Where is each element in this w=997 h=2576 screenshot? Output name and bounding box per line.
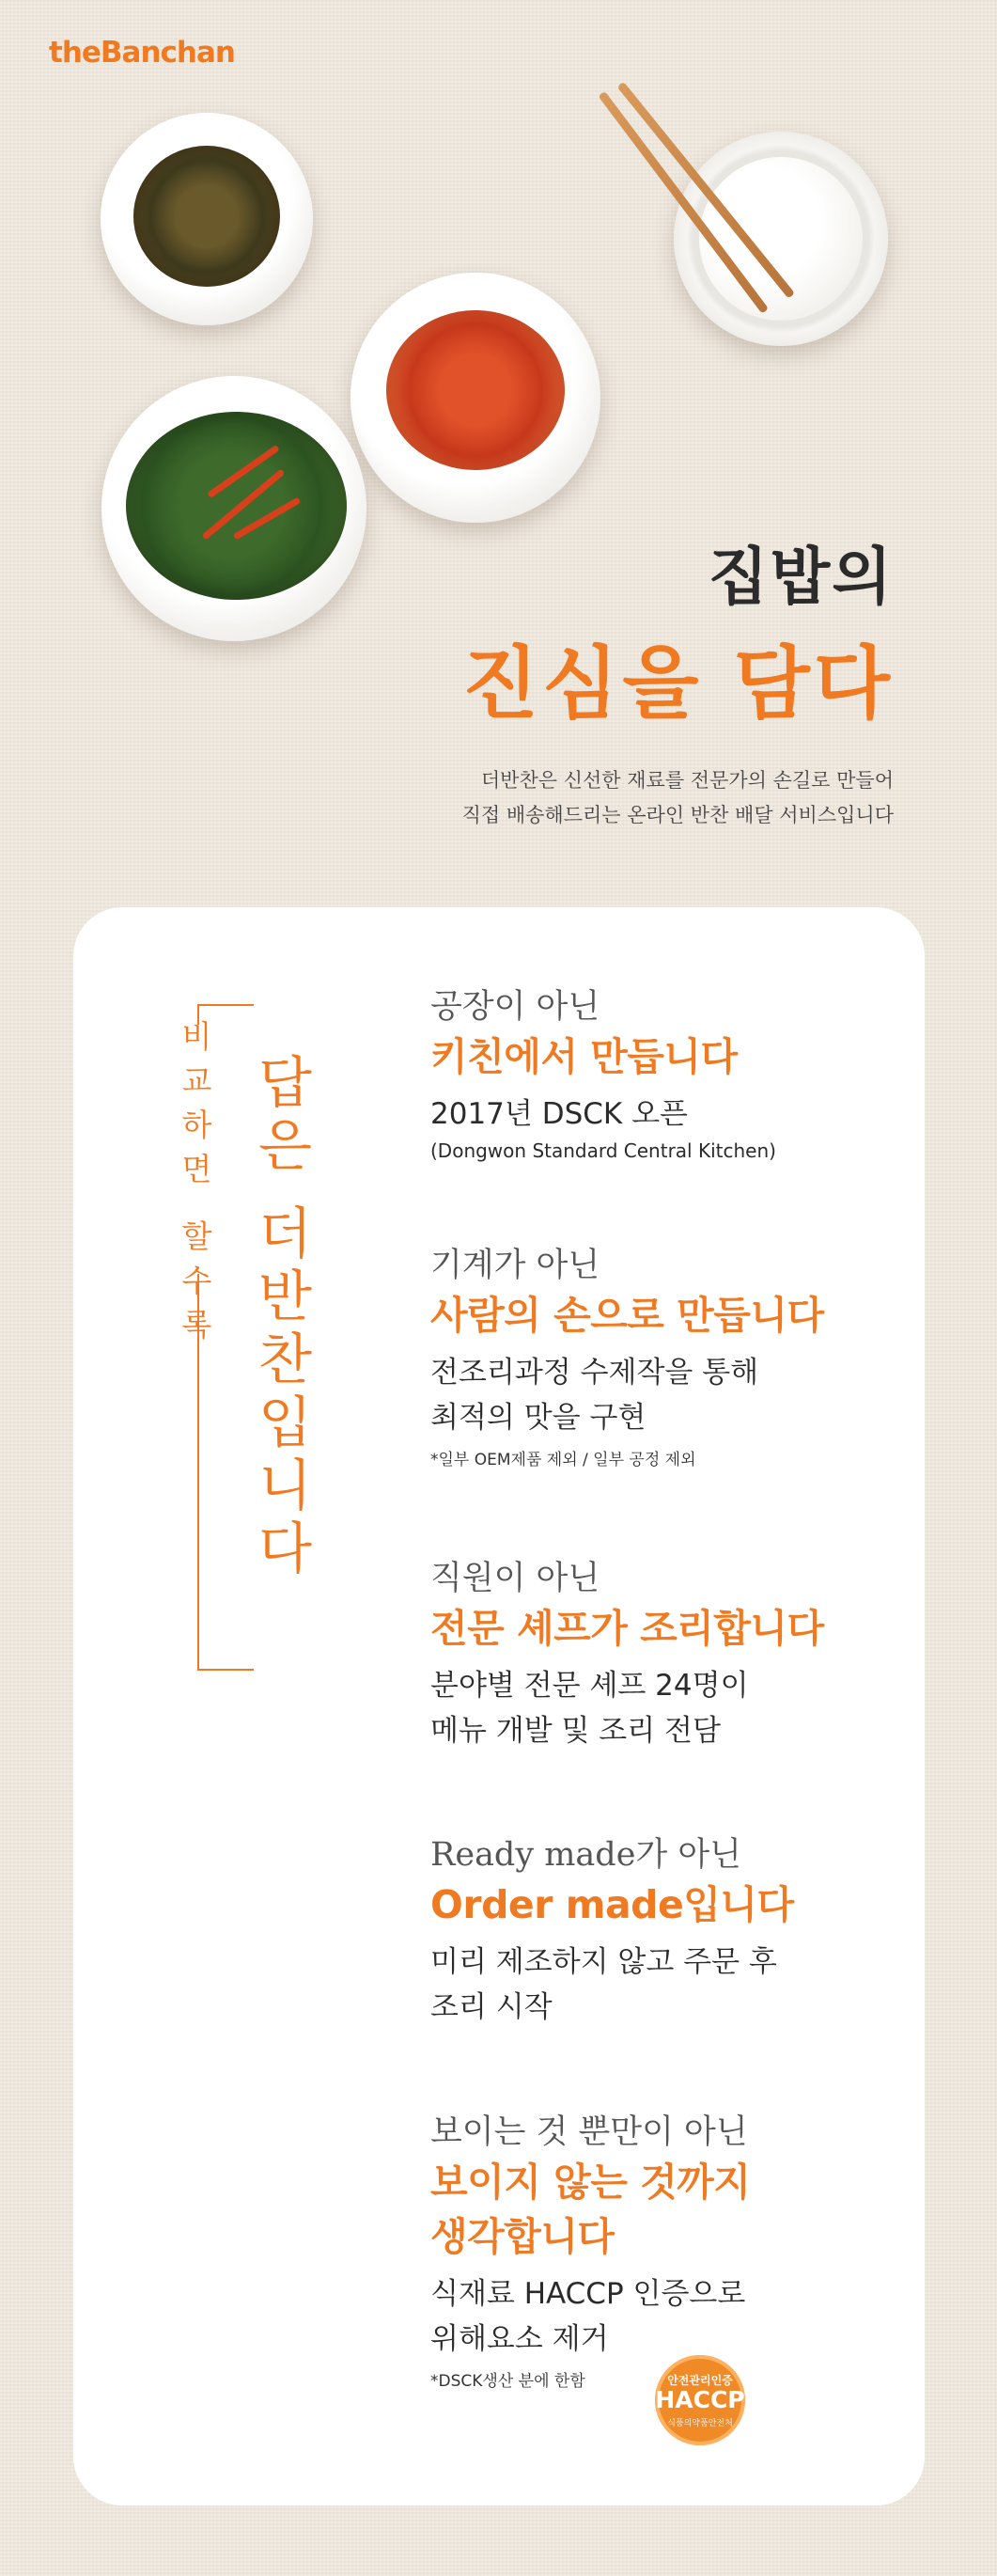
intro-line: 더반찬은 신선한 재료를 전문가의 손길로 만들어 [480,769,894,792]
namul-plate-illustration [101,113,313,325]
feature-body [430,1940,794,2030]
haccp-badge-mid: HACCP [655,2386,745,2413]
feature-sub: 보이는 것 뿐만이 아닌 [430,2113,748,2151]
brand-logo[interactable]: theBanchan [49,36,235,70]
side-caption-big: 답은 더반찬입니다 [248,1053,313,1582]
feature-heading: 보이지 않는 것까지 [430,2160,751,2205]
feature-handmade [430,1243,824,1472]
intro-line: 직접 배송해드리는 온라인 반찬 배달 서비스입니다 [461,804,894,826]
feature-body: 2017년 DSCK 오픈 [430,1097,688,1131]
perilla-plate-illustration [101,376,366,641]
feature-heading: 전문 셰프가 조리합니다 [430,1606,824,1651]
feature-body-line: 위해요소 제거 [430,2322,609,2356]
feature-haccp [430,2110,750,2394]
feature-sub: 공장이 아닌 [430,988,600,1026]
hero-title-line2: 진심을 담다 [462,637,894,730]
feature-kitchen [430,984,776,1165]
feature-heading: 사람의 손으로 만듭니다 [430,1293,824,1338]
feature-sub: 직원이 아닌 [430,1560,600,1597]
feature-body-line: 식재료 HACCP 인증으로 [430,2277,746,2311]
feature-body-line: 메뉴 개발 및 조리 전담 [430,1714,721,1748]
feature-sub: 기계가 아닌 [430,1247,600,1284]
feature-body [430,1663,824,1753]
feature-body-small: (Dongwon Standard Central Kitchen) [430,1139,776,1162]
intro-text [462,763,894,833]
feature-body-line: 조리 시작 [430,1990,553,2024]
feature-order-made [430,1832,794,2030]
feature-body [430,2271,750,2362]
feature-body-line: 최적의 맛을 구현 [430,1401,646,1435]
bracket-bottom [197,1650,254,1671]
hero-title-line1: 집밥의 [708,541,894,613]
feature-heading: 생각합니다 [430,2214,615,2259]
feature-body [430,1350,824,1440]
feature-sub: Ready made가 아닌 [430,1836,741,1874]
haccp-badge-top: 안전관리인증 [667,2374,733,2387]
haccp-badge [655,2355,745,2445]
feature-heading: Order made입니다 [430,1882,794,1927]
feature-note: *일부 OEM제품 제외 / 일부 공정 제외 [430,1451,696,1469]
haccp-badge-bottom: 식품의약품안전처 [667,2419,733,2428]
side-caption-small: 비교하면 할수록 [177,1020,213,1353]
feature-body-line: 전조리과정 수제작을 통해 [430,1356,759,1390]
feature-note: *DSCK생산 분에 한함 [430,2372,585,2391]
feature-body-line: 분야별 전문 셰프 24명이 [430,1669,749,1703]
squid-plate-illustration [351,273,600,523]
feature-heading: 키친에서 만듭니다 [430,1034,738,1079]
feature-chef [430,1556,824,1753]
feature-body-line: 미리 제조하지 않고 주문 후 [430,1945,777,1979]
